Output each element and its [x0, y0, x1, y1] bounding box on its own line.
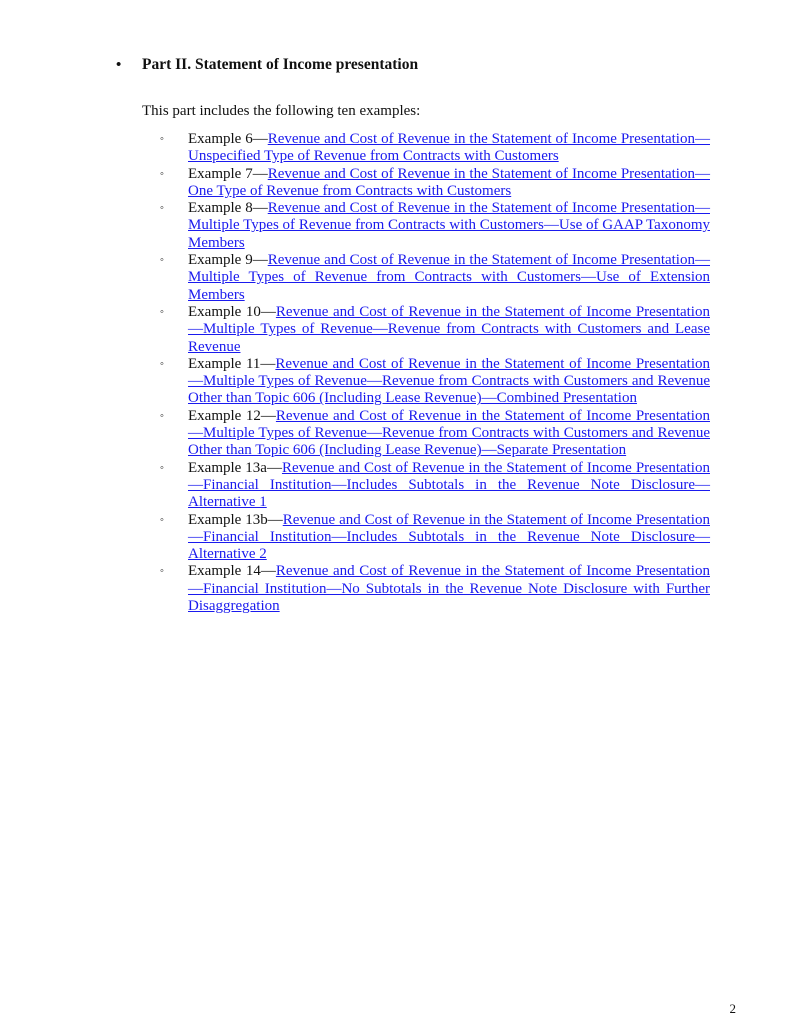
list-item — [160, 252, 710, 304]
example-prefix: Example 13b— — [188, 511, 283, 528]
list-marker: ◦ — [160, 461, 164, 474]
list-item — [160, 200, 710, 252]
example-13b-link[interactable]: Revenue and Cost of Revenue in the Statement of Income Presentation—Financial Institution—Includes Subtotals in the Revenue Note Disclosure—Alternative 2 — [188, 511, 710, 563]
example-prefix: Example 9— — [188, 252, 268, 269]
list-marker: ◦ — [160, 254, 164, 267]
list-marker: ◦ — [160, 357, 164, 370]
example-prefix: Example 8— — [188, 200, 268, 217]
list-item — [160, 460, 710, 512]
example-prefix: Example 12— — [188, 407, 276, 424]
list-item — [160, 131, 710, 166]
page-number: 2 — [729, 1001, 736, 1016]
list-marker: ◦ — [160, 167, 164, 180]
list-item — [160, 304, 710, 356]
list-marker: ◦ — [160, 133, 164, 145]
list-marker: ◦ — [160, 202, 164, 215]
example-prefix: Example 11— — [188, 355, 276, 372]
example-prefix: Example 7— — [188, 165, 268, 182]
example-7-link[interactable]: Revenue and Cost of Revenue in the Statement of Income Presentation—One Type of Revenue from Contracts with Customers — [188, 165, 710, 199]
section-heading — [116, 55, 716, 75]
example-6-link[interactable]: Revenue and Cost of Revenue in the Statement of Income Presentation—Unspecified Type of Revenue from Contracts with Customers — [188, 131, 710, 165]
example-11-link[interactable]: Revenue and Cost of Revenue in the Statement of Income Presentation—Multiple Types of Revenue—Revenue from Contracts with Customers and Revenue Other than Topic 606 (Including Lease Revenue)—Combined Presentation — [188, 355, 710, 407]
example-10-link[interactable]: Revenue and Cost of Revenue in the Statement of Income Presentation—Multiple Types of Revenue—Revenue from Contracts with Customers and Lease Revenue — [188, 303, 710, 355]
list-item — [160, 512, 710, 564]
example-13a-link[interactable]: Revenue and Cost of Revenue in the Statement of Income Presentation—Financial Institution—Includes Subtotals in the Revenue Note Disclosure—Alternative 1 — [188, 459, 710, 511]
list-marker: ◦ — [160, 565, 164, 578]
example-prefix: Example 6— — [188, 131, 268, 147]
list-marker: ◦ — [160, 305, 164, 318]
examples-list — [160, 131, 710, 615]
example-prefix: Example 14— — [188, 563, 276, 580]
list-marker: ◦ — [160, 513, 164, 526]
list-marker: ◦ — [160, 409, 164, 422]
example-14-link[interactable]: Revenue and Cost of Revenue in the Statement of Income Presentation—Financial Institution—No Subtotals in the Revenue Note Disclosure with Further Disaggregation — [188, 563, 710, 615]
example-prefix: Example 10— — [188, 303, 276, 320]
example-9-link[interactable]: Revenue and Cost of Revenue in the Statement of Income Presentation—Multiple Types of Revenue from Contracts with Customers—Use of Extension Members — [188, 252, 710, 303]
heading-text: Part II. Statement of Income presentation — [142, 56, 419, 73]
list-item — [160, 356, 710, 408]
heading-bullet: • — [116, 57, 122, 73]
example-12-link[interactable]: Revenue and Cost of Revenue in the Statement of Income Presentation—Multiple Types of Revenue—Revenue from Contracts with Customers and Revenue Other than Topic 606 (Including Lease Revenue)—Separate Presentation — [188, 407, 710, 459]
intro-paragraph: This part includes the following ten examples: — [142, 103, 421, 119]
example-prefix: Example 13a— — [188, 459, 282, 476]
list-item — [160, 166, 710, 201]
list-item — [160, 563, 710, 615]
example-8-link[interactable]: Revenue and Cost of Revenue in the Statement of Income Presentation—Multiple Types of Revenue from Contracts with Customers—Use of GAAP Taxonomy Members — [188, 200, 710, 251]
list-item — [160, 408, 710, 460]
